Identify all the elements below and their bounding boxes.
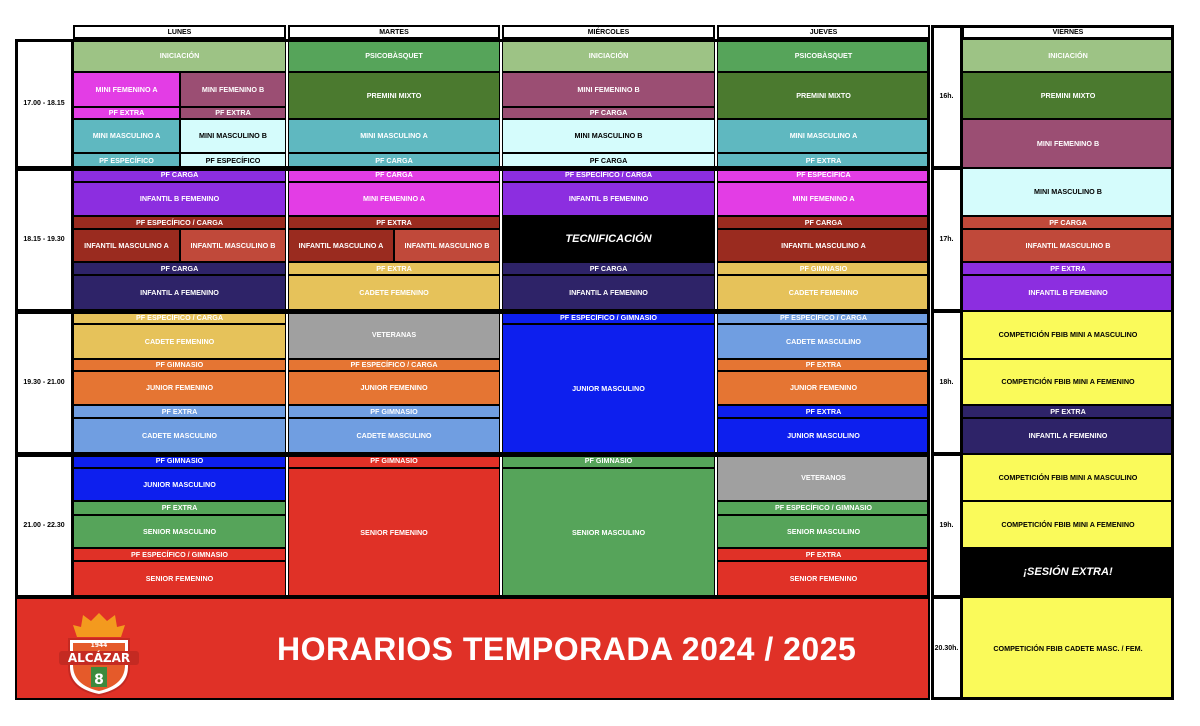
day-header-martes: MARTES bbox=[288, 25, 500, 39]
schedule-cell: ¡SESIÓN EXTRA! bbox=[962, 548, 1174, 597]
schedule-cell: MINI MASCULINO B bbox=[180, 119, 286, 153]
schedule-cell: PF EXTRA bbox=[73, 107, 180, 119]
schedule-cell: INICIACIÓN bbox=[73, 39, 286, 72]
schedule-cell: PF ESPECÍFICO / GIMNASIO bbox=[717, 501, 930, 515]
time-slot-1: 17.00 - 18.15 bbox=[15, 39, 73, 168]
schedule-cell: COMPETICIÓN FBIB MINI A FEMENINO bbox=[962, 359, 1174, 405]
schedule-cell: PF ESPECÍFICO bbox=[180, 153, 286, 168]
schedule-cell: INICIACIÓN bbox=[962, 39, 1174, 72]
logo-name: ALCÁZAR bbox=[67, 651, 131, 665]
schedule-cell: TECNIFICACIÓN bbox=[502, 216, 715, 262]
schedule-cell: PF EXTRA bbox=[962, 262, 1174, 275]
club-logo bbox=[55, 607, 143, 697]
friday-time-17h: 17h. bbox=[931, 168, 962, 311]
friday-time-16h: 16h. bbox=[931, 25, 962, 168]
schedule-cell: PF ESPECÍFICO bbox=[73, 153, 180, 168]
schedule-cell: PF EXTRA bbox=[288, 216, 500, 229]
schedule-cell: INFANTIL MASCULINO A bbox=[717, 229, 930, 262]
schedule-cell: PF EXTRA bbox=[288, 262, 500, 275]
schedule-cell: PF ESPECÍFICO / CARGA bbox=[502, 168, 715, 182]
schedule-cell: SENIOR MASCULINO bbox=[502, 468, 715, 597]
schedule-cell: PF EXTRA bbox=[962, 405, 1174, 418]
schedule-cell: PF ESPECÍFICA bbox=[717, 168, 930, 182]
schedule-cell: MINI MASCULINO A bbox=[73, 119, 180, 153]
friday-time-19h: 19h. bbox=[931, 454, 962, 597]
logo-number: 8 bbox=[94, 672, 104, 688]
schedule-cell: INFANTIL B FEMENINO bbox=[502, 182, 715, 216]
schedule-cell: PF EXTRA bbox=[717, 548, 930, 561]
schedule-cell: PF CARGA bbox=[717, 216, 930, 229]
schedule-cell: SENIOR FEMENINO bbox=[288, 468, 500, 597]
schedule-cell: PREMINI MIXTO bbox=[717, 72, 930, 119]
day-header-lunes: LUNES bbox=[73, 25, 286, 39]
time-slot-2: 18.15 - 19.30 bbox=[15, 168, 73, 311]
schedule-cell: INFANTIL B FEMENINO bbox=[962, 275, 1174, 311]
day-header-viernes: VIERNES bbox=[962, 25, 1174, 39]
schedule-cell: INFANTIL MASCULINO B bbox=[180, 229, 286, 262]
schedule-cell: PF CARGA bbox=[502, 107, 715, 119]
time-slot-4: 21.00 - 22.30 bbox=[15, 454, 73, 597]
schedule-cell: INFANTIL MASCULINO A bbox=[73, 229, 180, 262]
schedule-cell: INFANTIL A FEMENINO bbox=[502, 275, 715, 311]
schedule-cell: PF GIMNASIO bbox=[502, 454, 715, 468]
schedule-cell: VETERANOS bbox=[717, 454, 930, 501]
schedule-cell: VETERANAS bbox=[288, 311, 500, 359]
schedule-cell: MINI MASCULINO A bbox=[717, 119, 930, 153]
schedule-cell: PF GIMNASIO bbox=[288, 454, 500, 468]
schedule-cell: MINI FEMENINO A bbox=[288, 182, 500, 216]
schedule-cell: PF CARGA bbox=[502, 153, 715, 168]
schedule-cell: INFANTIL A FEMENINO bbox=[73, 275, 286, 311]
schedule-cell: JUNIOR FEMENINO bbox=[717, 371, 930, 405]
schedule-cell: COMPETICIÓN FBIB CADETE MASC. / FEM. bbox=[962, 597, 1174, 700]
schedule-cell: INFANTIL MASCULINO A bbox=[288, 229, 394, 262]
schedule-cell: MINI MASCULINO A bbox=[288, 119, 500, 153]
schedule-cell: PF ESPECÍFICO / CARGA bbox=[73, 311, 286, 324]
schedule-cell: JUNIOR FEMENINO bbox=[73, 371, 286, 405]
schedule-cell: CADETE MASCULINO bbox=[717, 324, 930, 359]
schedule-cell: COMPETICIÓN FBIB MINI A MASCULINO bbox=[962, 311, 1174, 359]
title-banner bbox=[15, 597, 930, 700]
schedule-cell: INFANTIL B FEMENINO bbox=[73, 182, 286, 216]
schedule-cell: SENIOR FEMENINO bbox=[73, 561, 286, 597]
page-title: HORARIOS TEMPORADA 2024 / 2025 bbox=[277, 631, 857, 667]
schedule-cell: PF GIMNASIO bbox=[73, 359, 286, 371]
schedule-cell: MINI MASCULINO B bbox=[502, 119, 715, 153]
schedule-cell: MINI FEMENINO B bbox=[502, 72, 715, 107]
schedule-cell: MINI FEMENINO A bbox=[717, 182, 930, 216]
schedule-cell: PF GIMNASIO bbox=[717, 262, 930, 275]
schedule-cell: JUNIOR MASCULINO bbox=[717, 418, 930, 454]
schedule-cell: PF EXTRA bbox=[717, 405, 930, 418]
schedule-cell: JUNIOR FEMENINO bbox=[288, 371, 500, 405]
schedule-cell: INFANTIL MASCULINO B bbox=[394, 229, 500, 262]
schedule-cell: SENIOR FEMENINO bbox=[717, 561, 930, 597]
schedule-cell: SENIOR MASCULINO bbox=[73, 515, 286, 548]
schedule-cell: CADETE FEMENINO bbox=[73, 324, 286, 359]
schedule-cell: MINI FEMENINO A bbox=[73, 72, 180, 107]
schedule-cell: PF ESPECÍFICO / GIMNASIO bbox=[73, 548, 286, 561]
schedule-cell: PREMINI MIXTO bbox=[962, 72, 1174, 119]
schedule-cell: SENIOR MASCULINO bbox=[717, 515, 930, 548]
schedule-cell: INICIACIÓN bbox=[502, 39, 715, 72]
schedule-cell: COMPETICIÓN FBIB MINI A FEMENINO bbox=[962, 501, 1174, 548]
schedule-cell: MINI FEMENINO B bbox=[180, 72, 286, 107]
schedule-cell: PF CARGA bbox=[502, 262, 715, 275]
friday-time-2030h: 20.30h. bbox=[931, 597, 962, 700]
day-header-jueves: JUEVES bbox=[717, 25, 930, 39]
schedule-cell: CADETE FEMENINO bbox=[717, 275, 930, 311]
schedule-cell: MINI MASCULINO B bbox=[962, 168, 1174, 216]
schedule-cell: PF ESPECÍFICO / CARGA bbox=[717, 311, 930, 324]
schedule-cell: INFANTIL A FEMENINO bbox=[962, 418, 1174, 454]
schedule-cell: PF EXTRA bbox=[180, 107, 286, 119]
schedule-cell: JUNIOR MASCULINO bbox=[502, 324, 715, 454]
schedule-cell: PF EXTRA bbox=[73, 501, 286, 515]
schedule-cell: PF ESPECÍFICO / GIMNASIO bbox=[502, 311, 715, 324]
schedule-cell: PF CARGA bbox=[288, 168, 500, 182]
schedule-cell: PSICOBÀSQUET bbox=[717, 39, 930, 72]
schedule-cell: PF ESPECÍFICO / CARGA bbox=[73, 216, 286, 229]
friday-time-18h: 18h. bbox=[931, 311, 962, 454]
schedule-cell: MINI FEMENINO B bbox=[962, 119, 1174, 168]
schedule-cell: PF ESPECÍFICO / CARGA bbox=[288, 359, 500, 371]
schedule-cell: PF EXTRA bbox=[717, 153, 930, 168]
schedule-cell: CADETE FEMENINO bbox=[288, 275, 500, 311]
schedule-cell: PREMINI MIXTO bbox=[288, 72, 500, 119]
schedule-cell: CADETE MASCULINO bbox=[288, 418, 500, 454]
schedule-cell: PF EXTRA bbox=[73, 405, 286, 418]
logo-year: 1944 bbox=[90, 642, 108, 649]
schedule-cell: PSICOBÀSQUET bbox=[288, 39, 500, 72]
schedule-cell: PF CARGA bbox=[73, 168, 286, 182]
schedule-cell: PF GIMNASIO bbox=[73, 454, 286, 468]
schedule-cell: PF CARGA bbox=[288, 153, 500, 168]
day-header-miercoles: MIÉRCOLES bbox=[502, 25, 715, 39]
schedule-cell: CADETE MASCULINO bbox=[73, 418, 286, 454]
schedule-cell: JUNIOR MASCULINO bbox=[73, 468, 286, 501]
schedule-cell: PF GIMNASIO bbox=[288, 405, 500, 418]
schedule-cell: INFANTIL MASCULINO B bbox=[962, 229, 1174, 262]
schedule-cell: PF CARGA bbox=[73, 262, 286, 275]
schedule-cell: COMPETICIÓN FBIB MINI A MASCULINO bbox=[962, 454, 1174, 501]
time-slot-3: 19.30 - 21.00 bbox=[15, 311, 73, 454]
schedule-cell: PF EXTRA bbox=[717, 359, 930, 371]
schedule-cell: PF CARGA bbox=[962, 216, 1174, 229]
